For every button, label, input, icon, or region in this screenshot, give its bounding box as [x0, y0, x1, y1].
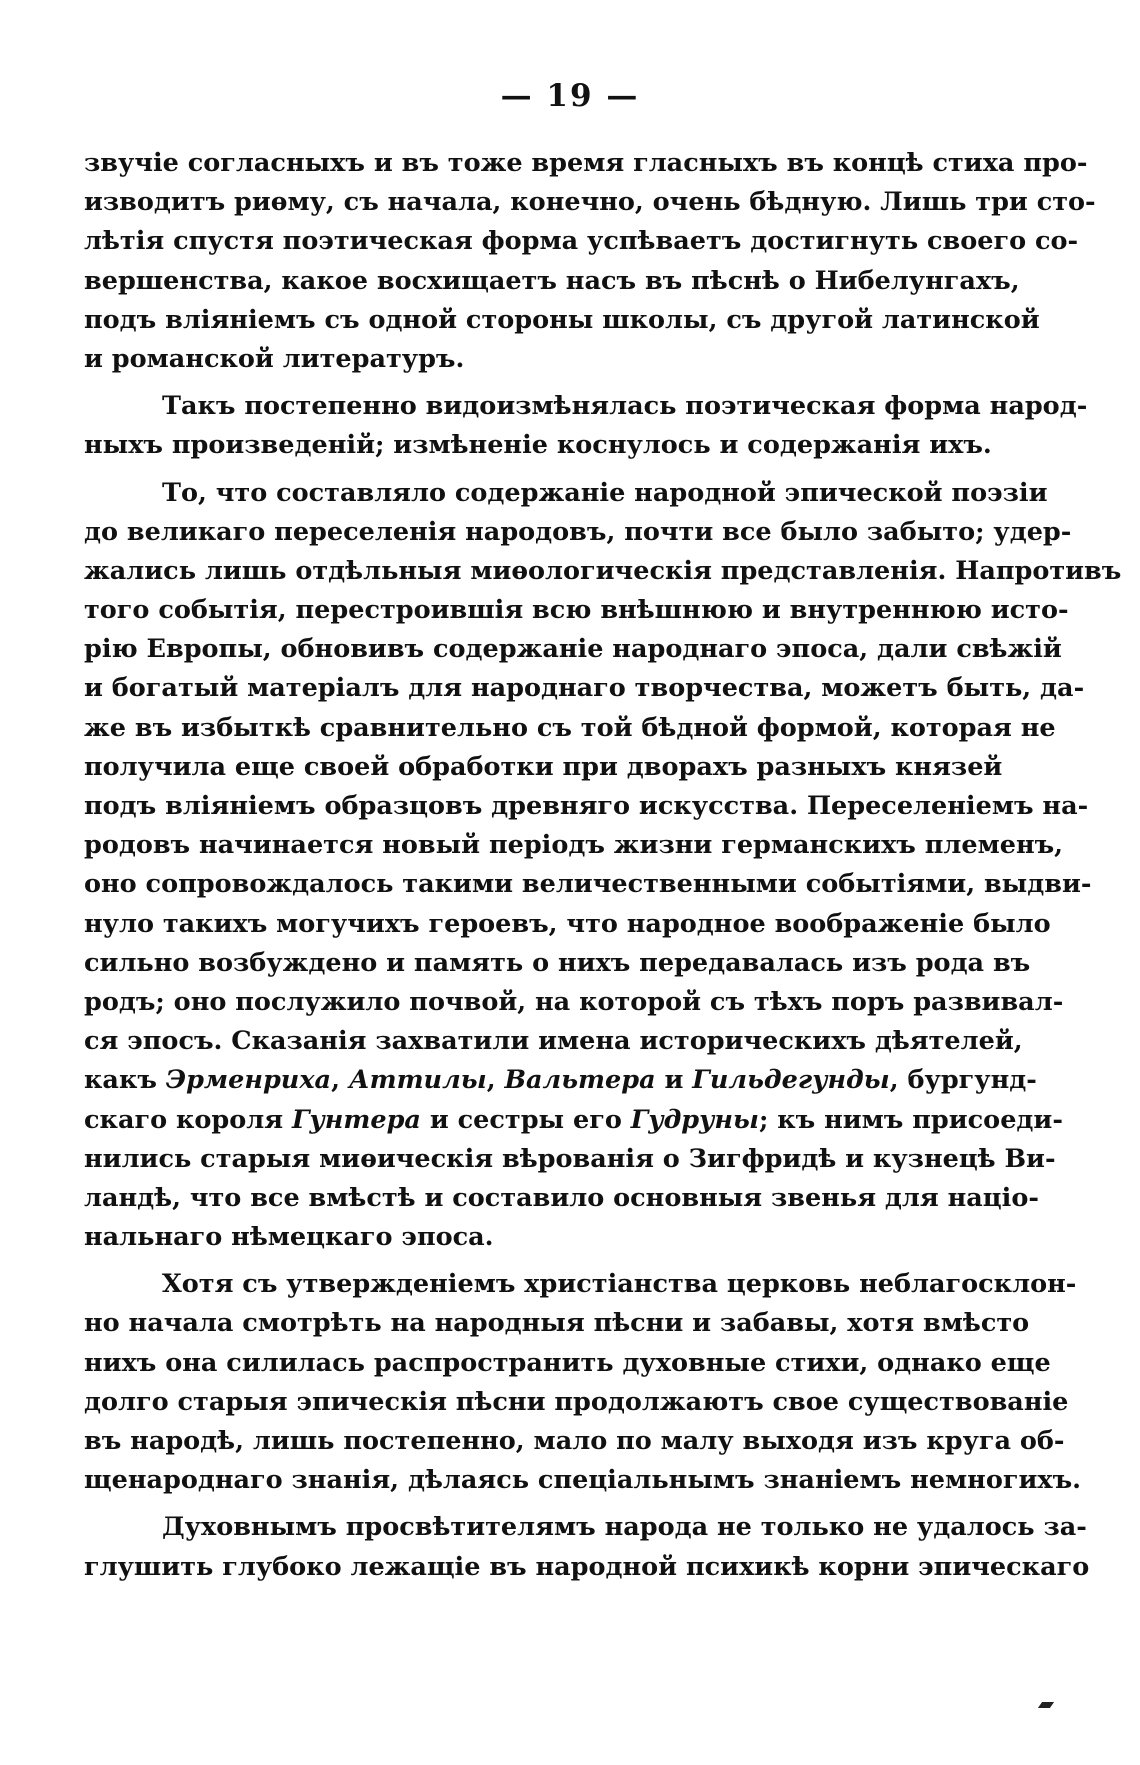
text-line: и романской литературъ. [84, 343, 465, 374]
text-line: нихъ она силилась распространить духовные стихи, однако еще [84, 1347, 1051, 1378]
text-line: глушить глубоко лежащіе въ народной психикѣ корни эпическаго [84, 1551, 1090, 1582]
paragraph-1 [84, 144, 1096, 379]
paragraph-4 [84, 1265, 1082, 1500]
body-text [84, 144, 1122, 1587]
text-line: нуло такихъ могучихъ героевъ, что народное воображеніе было [84, 908, 1051, 939]
historical-name: Аттилы [348, 1065, 487, 1096]
text-fragment: ; къ нимъ присоеди- [758, 1104, 1063, 1135]
text-line: изводитъ риѳму, съ начала, конечно, очень бѣдную. Лишь три сто- [84, 187, 1096, 218]
text-fragment: скаго короля [84, 1104, 292, 1135]
text-line: получила еще своей обработки при дворахъ разныхъ князей [84, 751, 1003, 782]
paragraph-2 [84, 387, 1088, 465]
text-line: долго старыя эпическія пѣсни продолжаютъ свое существованіе [84, 1386, 1069, 1417]
text-line: но начала смотрѣть на народныя пѣсни и забавы, хотя вмѣсто [84, 1308, 1030, 1339]
historical-name: Гильдегунды [692, 1065, 890, 1096]
text-fragment: и сестры его [420, 1104, 631, 1135]
text-line: вершенства, какое восхищаетъ насъ въ пѣснѣ о Нибелунгахъ, [84, 265, 1020, 296]
text-line: Духовнымъ просвѣтителямъ народа не только не удалось за- [162, 1512, 1087, 1543]
text-fragment: , бургунд- [889, 1065, 1037, 1096]
text-fragment: , [486, 1065, 505, 1096]
text-fragment: и [655, 1065, 693, 1096]
text-line: ландѣ, что все вмѣстѣ и составило основныя звенья для націо- [84, 1182, 1039, 1213]
paragraph-3 [84, 474, 1122, 1258]
text-fragment: какъ [84, 1065, 166, 1096]
historical-name: Гунтера [291, 1104, 421, 1135]
text-line: подъ вліяніемъ образцовъ древняго искусства. Переселеніемъ на- [84, 791, 1089, 821]
text-line: сильно возбуждено и память о нихъ передавалась изъ рода въ [84, 947, 1031, 978]
text-line: того событія, перестроившія всю внѣшнюю и внутреннюю исто- [84, 595, 1069, 626]
page-number: — 19 — [500, 78, 640, 114]
text-line: звучіе согласныхъ и въ тоже время гласныхъ въ концѣ стиха про- [84, 148, 1088, 178]
historical-name: Вальтера [504, 1065, 656, 1096]
scan-mark [1038, 1702, 1054, 1708]
text-line: же въ избыткѣ сравнительно съ той бѣдной формой, которая не [84, 712, 1056, 743]
text-line: жались лишь отдѣльныя миѳологическія представленія. Напротивъ [84, 555, 1122, 586]
text-line: лѣтія спустя поэтическая форма успѣваетъ достигнуть своего со- [84, 226, 1079, 257]
text-line: въ народѣ, лишь постепенно, мало по малу выходя изъ круга об- [84, 1426, 1065, 1456]
text-fragment: , [331, 1065, 349, 1096]
text-line: и богатый матеріалъ для народнаго творчества, можетъ быть, да- [84, 673, 1085, 704]
text-line-with-names [84, 1101, 1063, 1140]
text-line: Такъ постепенно видоизмѣнялась поэтическая форма народ- [162, 391, 1088, 422]
text-line: щенароднаго знанія, дѣлаясь спеціальнымъ знаніемъ немногихъ. [84, 1465, 1082, 1496]
text-line: до великаго переселенія народовъ, почти все было забыто; удер- [84, 516, 1072, 547]
text-line: родовъ начинается новый періодъ жизни германскихъ племенъ, [84, 830, 1064, 861]
text-line: рію Европы, обновивъ содержаніе народнаго эпоса, дали свѣжій [84, 634, 1062, 665]
text-line: ныхъ произведеній; измѣненіе коснулось и содержанія ихъ. [84, 430, 992, 461]
text-line: нились старыя миѳическія вѣрованія о Зигфридѣ и кузнецѣ Ви- [84, 1143, 1056, 1174]
historical-name: Эрменриха [165, 1065, 332, 1096]
text-line: То, что составляло содержаніе народной эпической поэзіи [162, 477, 1048, 508]
text-line: оно сопровождалось такими величественными событіями, выдви- [84, 869, 1092, 900]
text-line: родъ; оно послужило почвой, на которой съ тѣхъ поръ развивал- [84, 986, 1064, 1017]
text-line: ся эпосъ. Сказанія захватили имена историческихъ дѣятелей, [84, 1026, 1023, 1057]
text-line: подъ вліяніемъ съ одной стороны школы, съ другой латинской [84, 304, 1040, 335]
text-line: нальнаго нѣмецкаго эпоса. [84, 1222, 494, 1253]
text-line: Хотя съ утвержденіемъ христіанства церковь неблагосклон- [162, 1269, 1077, 1300]
text-line-with-names [84, 1061, 1037, 1100]
paragraph-5 [84, 1508, 1090, 1586]
historical-name: Гудруны [630, 1104, 759, 1135]
